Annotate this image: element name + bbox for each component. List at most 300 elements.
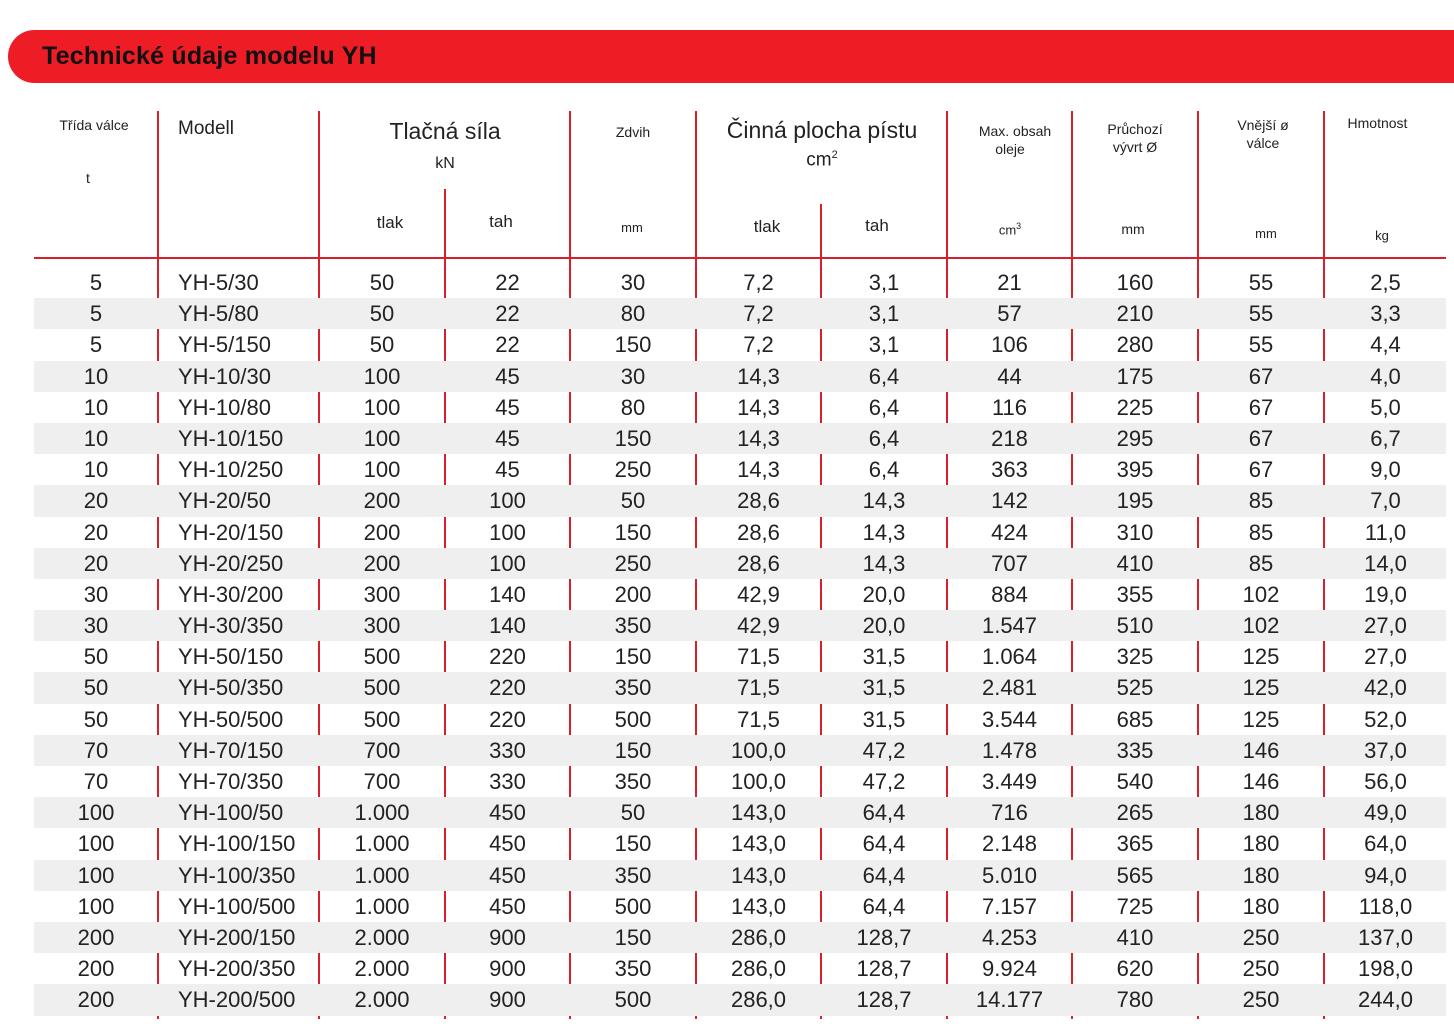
cell-trida: 50 bbox=[83, 706, 109, 732]
cell-tah-plocha: 6,4 bbox=[868, 457, 900, 483]
cell-zdvih: 80 bbox=[620, 394, 646, 420]
cell-model: YH-70/150 bbox=[178, 737, 284, 763]
cell-trida: 10 bbox=[83, 394, 109, 420]
cell-model: YH-100/50 bbox=[178, 800, 284, 826]
cell-olej: 106 bbox=[991, 332, 1028, 358]
cell-model: YH-30/350 bbox=[178, 613, 284, 639]
cell-olej: 9.924 bbox=[981, 956, 1038, 982]
cell-vyvrt: 280 bbox=[1116, 332, 1154, 358]
cell-olej: 363 bbox=[991, 457, 1028, 483]
cell-prumer: 125 bbox=[1242, 644, 1280, 670]
cell-tlak-sila: 100 bbox=[363, 457, 401, 483]
cell-tah-sila: 22 bbox=[495, 270, 520, 295]
cell-tlak-plocha: 14,3 bbox=[737, 425, 780, 451]
table-row bbox=[34, 548, 1446, 579]
cell-tah-plocha: 14,3 bbox=[862, 488, 906, 514]
cell-vyvrt: 160 bbox=[1116, 270, 1154, 295]
cell-hmotnost: 4,0 bbox=[1370, 363, 1401, 389]
cell-prumer: 55 bbox=[1248, 270, 1274, 295]
cell-tlak-plocha: 7,2 bbox=[743, 332, 774, 358]
cell-olej: 7.157 bbox=[981, 893, 1038, 919]
cell-tlak-plocha: 28,6 bbox=[737, 550, 780, 576]
header-plocha: Činná plocha pístu bbox=[726, 117, 918, 143]
cell-tlak-plocha: 7,2 bbox=[743, 270, 774, 295]
cell-tah-sila: 450 bbox=[489, 800, 526, 826]
cell-prumer: 55 bbox=[1248, 332, 1274, 358]
header-hmotnost: Hmotnost bbox=[1347, 115, 1408, 131]
cell-tlak-sila: 1.000 bbox=[354, 893, 410, 919]
cell-zdvih: 200 bbox=[614, 581, 652, 607]
table-body bbox=[34, 267, 1446, 1016]
header-tlacna-tah: tah bbox=[489, 212, 513, 231]
cell-tah-plocha: 31,5 bbox=[862, 675, 906, 701]
cell-tlak-sila: 1.000 bbox=[354, 862, 410, 888]
cell-tlak-plocha: 143,0 bbox=[730, 893, 787, 919]
cell-model: YH-50/150 bbox=[178, 644, 284, 670]
cell-vyvrt: 335 bbox=[1116, 737, 1154, 763]
cell-tlak-sila: 200 bbox=[363, 550, 401, 576]
cell-vyvrt: 725 bbox=[1116, 893, 1154, 919]
cell-tah-plocha: 20,0 bbox=[862, 581, 906, 607]
cell-hmotnost: 137,0 bbox=[1357, 924, 1414, 950]
cell-model: YH-10/80 bbox=[178, 394, 271, 420]
cell-zdvih: 350 bbox=[614, 862, 652, 888]
cell-zdvih: 350 bbox=[614, 956, 652, 982]
cell-hmotnost: 3,3 bbox=[1370, 301, 1401, 327]
cell-vyvrt: 265 bbox=[1116, 800, 1154, 826]
table-row bbox=[34, 517, 1446, 548]
cell-tlak-sila: 100 bbox=[363, 394, 401, 420]
cell-olej: 218 bbox=[991, 425, 1028, 451]
cell-trida: 100 bbox=[77, 800, 115, 826]
cell-model: YH-10/250 bbox=[178, 457, 284, 483]
cell-zdvih: 500 bbox=[614, 987, 652, 1013]
cell-hmotnost: 11,0 bbox=[1364, 519, 1407, 545]
cell-zdvih: 250 bbox=[614, 457, 652, 483]
cell-tlak-plocha: 7,2 bbox=[743, 301, 774, 327]
cell-tah-plocha: 14,3 bbox=[862, 550, 906, 576]
cell-hmotnost: 94,0 bbox=[1364, 862, 1407, 888]
cell-prumer: 180 bbox=[1242, 862, 1280, 888]
cell-model: YH-200/500 bbox=[178, 987, 296, 1013]
cell-trida: 10 bbox=[83, 363, 109, 389]
header-prumer-unit: mm bbox=[1255, 226, 1277, 241]
cell-tlak-plocha: 71,5 bbox=[737, 675, 780, 701]
cell-tah-sila: 100 bbox=[489, 550, 526, 576]
cell-model: YH-10/150 bbox=[178, 425, 284, 451]
cell-tlak-plocha: 143,0 bbox=[730, 862, 787, 888]
cell-zdvih: 500 bbox=[614, 893, 652, 919]
cell-tah-sila: 45 bbox=[495, 394, 520, 420]
cell-model: YH-100/350 bbox=[178, 862, 296, 888]
header-zdvih-unit: mm bbox=[621, 220, 643, 235]
title-banner bbox=[8, 30, 1454, 83]
cell-model: YH-70/350 bbox=[178, 769, 284, 794]
cell-tah-plocha: 14,3 bbox=[862, 519, 906, 545]
cell-model: YH-20/250 bbox=[178, 550, 284, 576]
cell-tlak-plocha: 286,0 bbox=[730, 956, 787, 982]
header-vyvrt-unit: mm bbox=[1121, 221, 1145, 237]
table-row bbox=[34, 828, 1446, 859]
cell-hmotnost: 56,0 bbox=[1364, 769, 1407, 794]
table-row bbox=[34, 860, 1446, 891]
table-row bbox=[34, 735, 1446, 766]
cell-prumer: 67 bbox=[1248, 457, 1274, 483]
cell-tah-sila: 220 bbox=[489, 644, 526, 670]
cell-olej: 424 bbox=[991, 519, 1028, 545]
cell-hmotnost: 52,0 bbox=[1364, 706, 1407, 732]
cell-tlak-plocha: 14,3 bbox=[737, 363, 780, 389]
cell-trida: 10 bbox=[83, 457, 109, 483]
cell-tah-sila: 45 bbox=[495, 425, 520, 451]
cell-vyvrt: 395 bbox=[1116, 457, 1154, 483]
cell-tlak-plocha: 14,3 bbox=[737, 394, 780, 420]
cell-tah-plocha: 64,4 bbox=[862, 800, 906, 826]
table-row bbox=[34, 766, 1446, 797]
cell-trida: 5 bbox=[89, 301, 103, 327]
cell-vyvrt: 325 bbox=[1116, 644, 1154, 670]
cell-olej: 4.253 bbox=[981, 924, 1038, 950]
cell-trida: 70 bbox=[83, 769, 109, 794]
header-olej-unit-base: cm bbox=[998, 222, 1017, 238]
cell-tah-plocha: 20,0 bbox=[862, 613, 906, 639]
cell-zdvih: 250 bbox=[614, 550, 652, 576]
cell-tah-plocha: 3,1 bbox=[868, 270, 900, 295]
cell-prumer: 146 bbox=[1242, 737, 1280, 763]
cell-model: YH-200/350 bbox=[178, 956, 296, 982]
cell-prumer: 85 bbox=[1248, 550, 1274, 576]
cell-tlak-plocha: 71,5 bbox=[737, 706, 780, 732]
cell-model: YH-10/30 bbox=[178, 363, 271, 389]
cell-model: YH-20/50 bbox=[178, 488, 271, 514]
cell-tah-plocha: 6,4 bbox=[868, 425, 900, 451]
cell-tah-sila: 140 bbox=[489, 581, 526, 607]
header-prumer-line2: válce bbox=[1246, 135, 1280, 151]
cell-vyvrt: 195 bbox=[1116, 488, 1154, 514]
cell-hmotnost: 4,4 bbox=[1370, 332, 1401, 358]
cell-hmotnost: 27,0 bbox=[1364, 644, 1407, 670]
cell-zdvih: 150 bbox=[614, 924, 652, 950]
cell-tah-sila: 900 bbox=[489, 956, 526, 982]
table-row bbox=[34, 922, 1446, 953]
cell-tah-sila: 45 bbox=[495, 363, 520, 389]
header-plocha-unit-base: cm bbox=[806, 149, 832, 171]
cell-tah-sila: 450 bbox=[489, 831, 526, 857]
cell-tlak-plocha: 100,0 bbox=[730, 769, 787, 794]
cell-trida: 50 bbox=[83, 644, 109, 670]
cell-trida: 20 bbox=[83, 550, 109, 576]
table-row bbox=[34, 392, 1446, 423]
cell-tah-sila: 22 bbox=[495, 301, 520, 327]
cell-tah-plocha: 31,5 bbox=[862, 644, 906, 670]
cell-tlak-plocha: 71,5 bbox=[737, 644, 780, 670]
cell-vyvrt: 780 bbox=[1116, 987, 1154, 1013]
table-row bbox=[34, 267, 1446, 298]
cell-tlak-sila: 700 bbox=[363, 769, 401, 794]
cell-trida: 70 bbox=[83, 737, 109, 763]
header-trida: Třída válce bbox=[59, 117, 129, 133]
table-row bbox=[34, 984, 1446, 1015]
cell-tlak-sila: 2.000 bbox=[354, 956, 410, 982]
table-row bbox=[34, 797, 1446, 828]
cell-trida: 50 bbox=[83, 675, 109, 701]
cell-prumer: 85 bbox=[1248, 488, 1274, 514]
cell-vyvrt: 540 bbox=[1116, 769, 1154, 794]
cell-tlak-plocha: 143,0 bbox=[730, 831, 787, 857]
table-row bbox=[34, 329, 1446, 360]
cell-tlak-sila: 2.000 bbox=[354, 987, 410, 1013]
cell-tlak-sila: 1.000 bbox=[354, 831, 410, 857]
cell-tah-plocha: 128,7 bbox=[856, 956, 912, 982]
cell-olej: 1.547 bbox=[981, 613, 1038, 639]
cell-prumer: 250 bbox=[1242, 987, 1280, 1013]
header-modell: Modell bbox=[178, 118, 234, 139]
header-tlacna: Tlačná síla bbox=[389, 118, 501, 144]
cell-zdvih: 350 bbox=[614, 769, 652, 794]
cell-olej: 142 bbox=[991, 488, 1028, 514]
cell-prumer: 250 bbox=[1242, 956, 1280, 982]
table-row bbox=[34, 610, 1446, 641]
cell-tlak-sila: 200 bbox=[363, 488, 401, 514]
cell-hmotnost: 14,0 bbox=[1364, 550, 1407, 576]
spec-table bbox=[34, 111, 1446, 1031]
cell-model: YH-30/200 bbox=[178, 581, 284, 607]
cell-tah-sila: 22 bbox=[495, 332, 520, 358]
cell-tah-plocha: 6,4 bbox=[868, 363, 900, 389]
cell-tlak-sila: 300 bbox=[363, 613, 401, 639]
cell-olej: 2.481 bbox=[981, 675, 1038, 701]
cell-trida: 100 bbox=[77, 862, 115, 888]
cell-vyvrt: 510 bbox=[1116, 613, 1154, 639]
cell-vyvrt: 310 bbox=[1116, 519, 1154, 545]
table-row bbox=[34, 298, 1446, 329]
cell-zdvih: 80 bbox=[620, 301, 646, 327]
header-hmotnost-unit: kg bbox=[1375, 228, 1389, 243]
header-olej-unit-sup: 3 bbox=[1016, 221, 1022, 231]
cell-tah-plocha: 6,4 bbox=[868, 394, 900, 420]
cell-tlak-sila: 100 bbox=[363, 425, 401, 451]
cell-trida: 30 bbox=[83, 581, 109, 607]
header-plocha-unit-sup: 2 bbox=[831, 149, 838, 161]
cell-olej: 3.544 bbox=[981, 706, 1038, 732]
cell-tah-sila: 100 bbox=[489, 488, 526, 514]
cell-olej: 1.064 bbox=[981, 644, 1038, 670]
cell-tah-sila: 900 bbox=[489, 987, 526, 1013]
header-vyvrt-line2: vývrt Ø bbox=[1112, 139, 1158, 155]
header-tlacna-unit: kN bbox=[435, 155, 455, 172]
cell-hmotnost: 198,0 bbox=[1357, 956, 1414, 982]
cell-olej: 716 bbox=[991, 800, 1028, 826]
cell-hmotnost: 9,0 bbox=[1370, 457, 1401, 483]
cell-model: YH-5/30 bbox=[178, 270, 259, 295]
header-prumer-line1: Vnější ø bbox=[1237, 117, 1289, 133]
cell-tlak-sila: 500 bbox=[363, 706, 401, 732]
header-plocha-unit bbox=[697, 149, 947, 171]
cell-tlak-sila: 2.000 bbox=[354, 924, 410, 950]
cell-tlak-sila: 50 bbox=[369, 301, 395, 327]
cell-hmotnost: 42,0 bbox=[1364, 675, 1407, 701]
cell-trida: 30 bbox=[83, 613, 109, 639]
table-row bbox=[34, 485, 1446, 516]
cell-tah-sila: 45 bbox=[495, 457, 520, 483]
cell-trida: 5 bbox=[89, 270, 103, 295]
cell-olej: 2.148 bbox=[981, 831, 1038, 857]
cell-tlak-sila: 500 bbox=[363, 644, 401, 670]
cell-hmotnost: 64,0 bbox=[1364, 831, 1407, 857]
cell-tlak-sila: 1.000 bbox=[354, 800, 410, 826]
cell-zdvih: 150 bbox=[614, 737, 652, 763]
cell-vyvrt: 295 bbox=[1116, 425, 1154, 451]
table-row bbox=[34, 953, 1446, 984]
cell-prumer: 67 bbox=[1248, 363, 1274, 389]
cell-prumer: 67 bbox=[1248, 425, 1274, 451]
cell-vyvrt: 365 bbox=[1116, 831, 1154, 857]
cell-vyvrt: 620 bbox=[1116, 956, 1154, 982]
cell-zdvih: 50 bbox=[620, 800, 646, 826]
cell-olej: 5.010 bbox=[981, 862, 1038, 888]
table-row bbox=[34, 579, 1446, 610]
cell-tah-sila: 100 bbox=[489, 519, 526, 545]
cell-tlak-sila: 300 bbox=[363, 581, 401, 607]
cell-model: YH-20/150 bbox=[178, 519, 284, 545]
cell-zdvih: 150 bbox=[614, 644, 652, 670]
cell-prumer: 180 bbox=[1242, 831, 1280, 857]
cell-olej: 1.478 bbox=[981, 737, 1038, 763]
cell-prumer: 102 bbox=[1242, 613, 1280, 639]
cell-olej: 14.177 bbox=[975, 987, 1044, 1013]
cell-prumer: 180 bbox=[1242, 800, 1280, 826]
table-row bbox=[34, 454, 1446, 485]
cell-prumer: 180 bbox=[1242, 893, 1280, 919]
cell-vyvrt: 525 bbox=[1116, 675, 1154, 701]
cell-olej: 44 bbox=[997, 363, 1022, 389]
header-divider bbox=[34, 257, 1446, 259]
cell-zdvih: 150 bbox=[614, 831, 652, 857]
header-olej-unit bbox=[948, 221, 1072, 238]
cell-tlak-sila: 100 bbox=[363, 363, 401, 389]
cell-tah-plocha: 47,2 bbox=[862, 737, 906, 763]
cell-trida: 100 bbox=[77, 893, 115, 919]
cell-hmotnost: 2,5 bbox=[1370, 270, 1401, 295]
cell-model: YH-100/500 bbox=[178, 893, 296, 919]
cell-trida: 20 bbox=[83, 488, 109, 514]
cell-vyvrt: 410 bbox=[1116, 924, 1154, 950]
cell-trida: 200 bbox=[77, 924, 115, 950]
cell-prumer: 67 bbox=[1248, 394, 1274, 420]
cell-zdvih: 30 bbox=[620, 363, 646, 389]
cell-prumer: 102 bbox=[1242, 581, 1280, 607]
cell-tah-plocha: 128,7 bbox=[856, 987, 912, 1013]
cell-vyvrt: 175 bbox=[1116, 363, 1154, 389]
cell-olej: 3.449 bbox=[981, 769, 1038, 794]
cell-model: YH-50/500 bbox=[178, 706, 284, 732]
cell-tah-plocha: 128,7 bbox=[856, 924, 912, 950]
cell-hmotnost: 37,0 bbox=[1364, 737, 1407, 763]
cell-hmotnost: 5,0 bbox=[1370, 394, 1401, 420]
cell-hmotnost: 49,0 bbox=[1364, 800, 1407, 826]
cell-tah-sila: 900 bbox=[489, 924, 526, 950]
cell-zdvih: 150 bbox=[614, 425, 652, 451]
header-olej-line2: oleje bbox=[995, 141, 1025, 157]
cell-tlak-plocha: 28,6 bbox=[737, 519, 780, 545]
header-plocha-tah: tah bbox=[865, 216, 889, 235]
cell-tah-sila: 330 bbox=[489, 737, 526, 763]
cell-hmotnost: 6,7 bbox=[1370, 425, 1401, 451]
cell-tlak-plocha: 100,0 bbox=[730, 737, 787, 763]
cell-olej: 884 bbox=[991, 581, 1028, 607]
cell-zdvih: 150 bbox=[614, 332, 652, 358]
cell-zdvih: 150 bbox=[614, 519, 652, 545]
cell-tah-sila: 450 bbox=[489, 862, 526, 888]
table-row bbox=[34, 641, 1446, 672]
cell-zdvih: 500 bbox=[614, 706, 652, 732]
cell-model: YH-5/80 bbox=[178, 301, 259, 327]
cell-zdvih: 350 bbox=[614, 675, 652, 701]
cell-tah-plocha: 3,1 bbox=[868, 332, 900, 358]
cell-tah-plocha: 31,5 bbox=[862, 706, 906, 732]
cell-hmotnost: 7,0 bbox=[1370, 488, 1401, 514]
cell-model: YH-50/350 bbox=[178, 675, 284, 701]
page-title: Technické údaje modelu YH bbox=[42, 42, 377, 70]
cell-trida: 200 bbox=[77, 956, 115, 982]
cell-olej: 116 bbox=[991, 394, 1028, 420]
table-row bbox=[34, 672, 1446, 703]
cell-zdvih: 50 bbox=[620, 488, 646, 514]
cell-trida: 20 bbox=[83, 519, 109, 545]
cell-prumer: 85 bbox=[1248, 519, 1274, 545]
table-row bbox=[34, 423, 1446, 454]
cell-tlak-sila: 50 bbox=[369, 332, 395, 358]
header-trida-unit: t bbox=[86, 170, 90, 186]
cell-model: YH-5/150 bbox=[178, 332, 271, 358]
cell-prumer: 125 bbox=[1242, 675, 1280, 701]
cell-hmotnost: 19,0 bbox=[1364, 581, 1407, 607]
header-tlacna-tlak: tlak bbox=[376, 213, 404, 232]
cell-tah-sila: 450 bbox=[489, 893, 526, 919]
table-row bbox=[34, 361, 1446, 392]
cell-tah-sila: 220 bbox=[489, 675, 526, 701]
cell-tah-sila: 220 bbox=[489, 706, 526, 732]
cell-vyvrt: 225 bbox=[1116, 394, 1154, 420]
cell-trida: 200 bbox=[77, 987, 115, 1013]
cell-tlak-plocha: 42,9 bbox=[737, 581, 780, 607]
header-plocha-tlak: tlak bbox=[753, 217, 781, 236]
cell-zdvih: 30 bbox=[620, 270, 646, 295]
cell-hmotnost: 118,0 bbox=[1358, 893, 1413, 919]
cell-tlak-plocha: 14,3 bbox=[737, 457, 780, 483]
cell-tlak-plocha: 286,0 bbox=[730, 987, 787, 1013]
cell-tlak-sila: 200 bbox=[363, 519, 401, 545]
cell-tlak-plocha: 28,6 bbox=[737, 488, 780, 514]
cell-tah-plocha: 47,2 bbox=[862, 769, 906, 794]
header-vyvrt-line1: Průchozí bbox=[1107, 121, 1163, 137]
cell-tah-sila: 140 bbox=[489, 613, 526, 639]
cell-trida: 10 bbox=[83, 425, 109, 451]
cell-prumer: 250 bbox=[1242, 924, 1280, 950]
cell-tah-sila: 330 bbox=[489, 769, 526, 794]
table-row bbox=[34, 891, 1446, 922]
cell-olej: 57 bbox=[997, 301, 1022, 327]
cell-tah-plocha: 64,4 bbox=[862, 893, 906, 919]
cell-trida: 100 bbox=[77, 831, 115, 857]
table-row bbox=[34, 704, 1446, 735]
cell-prumer: 125 bbox=[1242, 706, 1280, 732]
cell-tlak-plocha: 286,0 bbox=[730, 924, 787, 950]
cell-tlak-plocha: 42,9 bbox=[737, 613, 780, 639]
cell-vyvrt: 210 bbox=[1116, 301, 1154, 327]
cell-vyvrt: 685 bbox=[1116, 706, 1154, 732]
cell-vyvrt: 410 bbox=[1116, 550, 1154, 576]
